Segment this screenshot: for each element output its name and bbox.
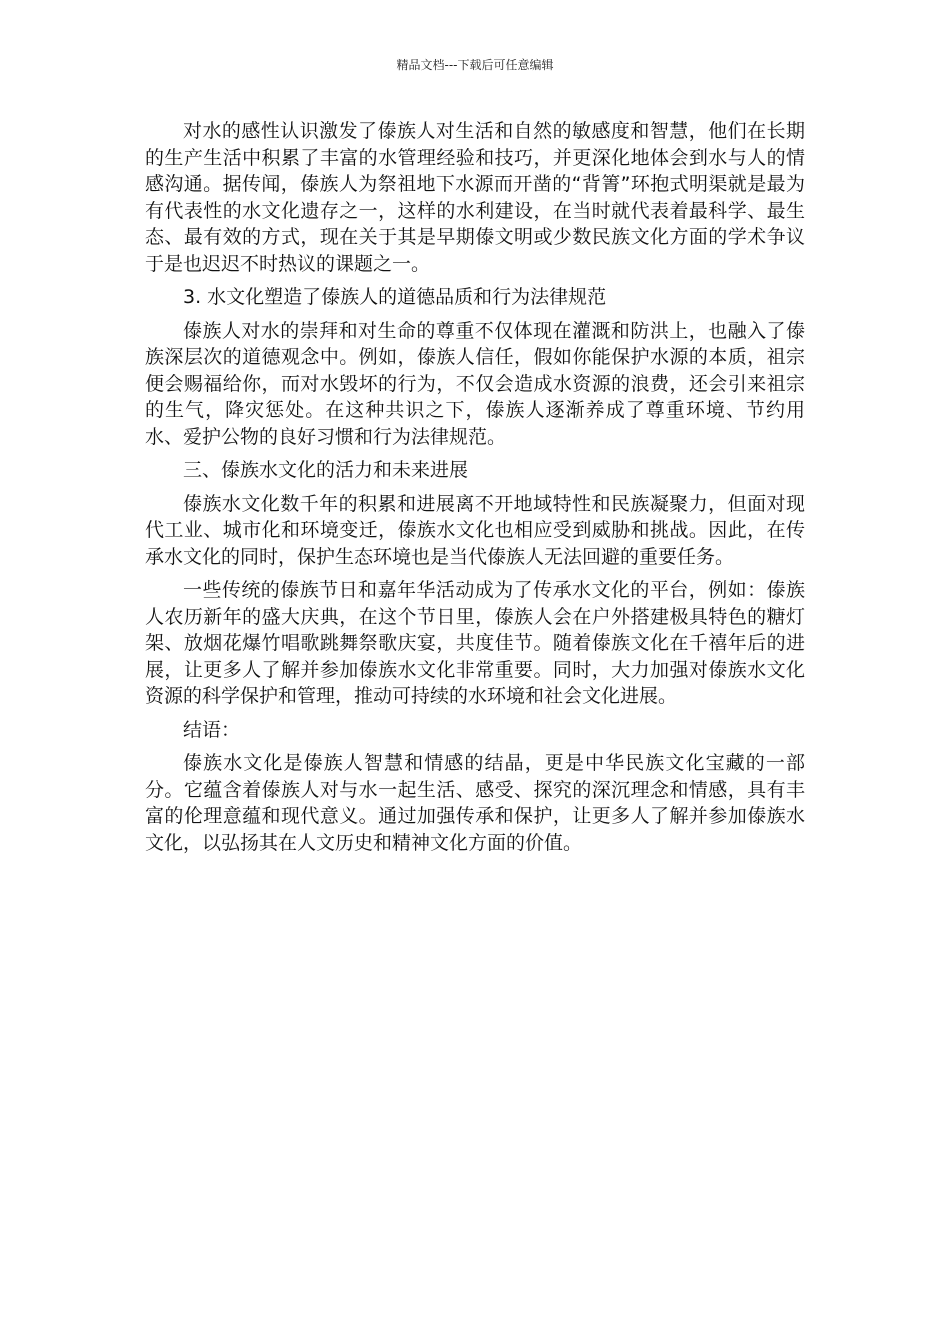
- paragraph-moral-norms: 傣族人对水的崇拜和对生命的尊重不仅体现在灌溉和防洪上，也融入了傣族深层次的道德观念中。例如，傣族人信任，假如你能保护水源的本质，祖宗便会赐福给你，而对水毁坏的行为，不仅会造成水资源的浪费，还会引来祖宗的生气，降灾惩处。在这种共识之下，傣族人逐渐养成了尊重环境、节约用水、爱护公物的良好习惯和行为法律规范。: [145, 319, 805, 448]
- conclusion-heading: 结语：: [183, 718, 241, 741]
- page-header: 精品文档---下载后可任意编辑: [396, 58, 554, 72]
- paragraph-challenges: 傣族水文化数千年的积累和进展离不开地域特性和民族凝聚力，但面对现代工业、城市化和环境变迁，傣族水文化也相应受到威胁和挑战。因此，在传承水文化的同时，保护生态环境也是当代傣族人无法回避的重要任务。: [145, 492, 805, 568]
- document-body: [145, 118, 805, 863]
- paragraph-conclusion: 傣族水文化是傣族人智慧和情感的结晶，更是中华民族文化宝藏的一部分。它蕴含着傣族人对与水一起生活、感受、探究的深沉理念和情感，具有丰富的伦理意蕴和现代意义。通过加强传承和保护，让更多人了解并参加傣族水文化，以弘扬其在人文历史和精神文化方面的价值。: [145, 752, 805, 854]
- section-heading-vitality-future: 三、傣族水文化的活力和未来进展: [183, 459, 469, 481]
- paragraph-festivals: 一些传统的傣族节日和嘉年华活动成为了传承水文化的平台，例如：傣族人农历新年的盛大庆典，在这个节日里，傣族人会在户外搭建极具特色的糖灯架、放烟花爆竹唱歌跳舞祭歌庆宴，共度佳节。随着傣族文化在千禧年后的进展，让更多人了解并参加傣族水文化非常重要。同时，大力加强对傣族水文化资源的科学保护和管理，推动可持续的水环境和社会文化进展。: [145, 579, 805, 707]
- paragraph-water-perception: 对水的感性认识激发了傣族人对生活和自然的敏感度和智慧，他们在长期的生产生活中积累了丰富的水管理经验和技巧，并更深化地体会到水与人的情感沟通。据传闻，傣族人为祭祖地下水源而开凿的“背箐”环抱式明渠就是最为有代表性的水文化遗存之一，这样的水利建设，在当时就代表着最科学、最生态、最有效的方式，现在关于其是早期傣文明或少数民族文化方面的学术争议于是也迟迟不时热议的课题之一。: [145, 120, 805, 275]
- section-heading-moral-norms: 3. 水文化塑造了傣族人的道德品质和行为法律规范: [183, 286, 607, 308]
